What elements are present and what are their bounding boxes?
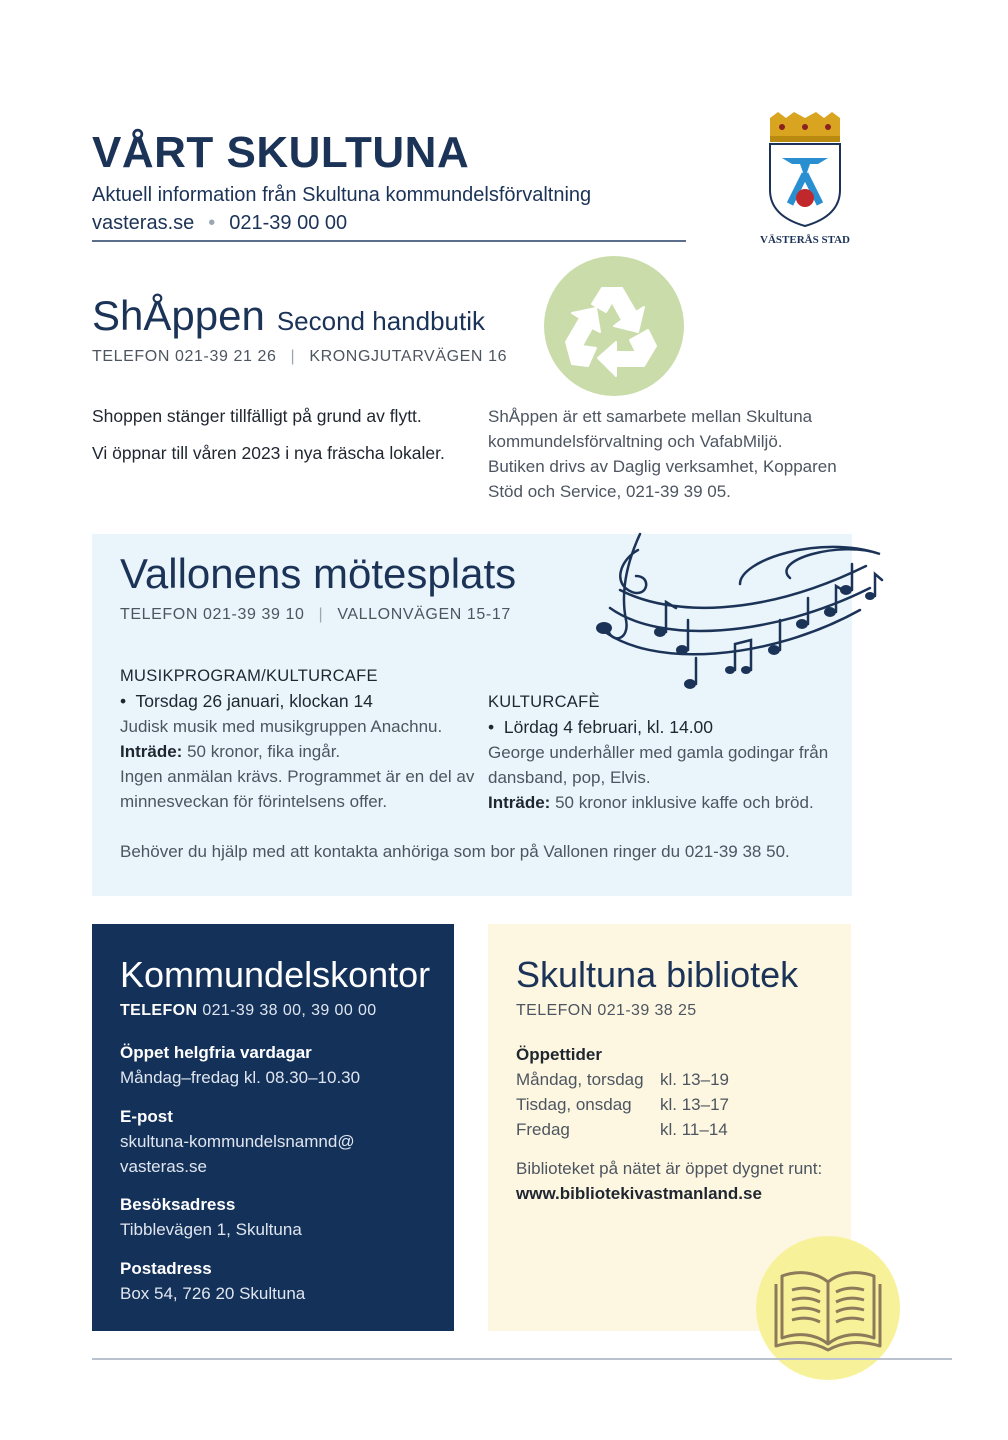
kulturcafe-desc: George underhåller med gamla godingar från dansband, pop, Elvis.: [488, 743, 829, 787]
hours-day: Fredag: [516, 1120, 570, 1139]
phone-label: TELEFON: [120, 1002, 198, 1019]
page-title: VÅRT SKULTUNA: [92, 128, 470, 177]
musikprogram-date-text: Torsdag 26 januari, klockan 14: [135, 691, 373, 711]
logo-caption: VÄSTERÅS STAD: [760, 234, 850, 246]
recycle-icon: [544, 256, 684, 396]
office-panel: [92, 924, 454, 1331]
office-phone: [120, 1002, 377, 1020]
hours-time: kl. 13–17: [660, 1095, 729, 1114]
hours-day: Tisdag, onsdag: [516, 1095, 632, 1114]
phone-number: 021-39 38 00, 39 00 00: [197, 1002, 377, 1019]
header-contact: [92, 212, 347, 235]
office-title: Kommundelskontor: [120, 954, 431, 995]
office-post-text: Box 54, 726 20 Skultuna: [120, 1284, 306, 1303]
library-hours: [516, 1042, 729, 1142]
separator-bar: |: [290, 348, 296, 365]
library-phone: TELEFON 021-39 38 25: [516, 1002, 697, 1019]
library-hours-table: [516, 1067, 729, 1142]
library-note-text: Biblioteket på nätet är öppet dygnet runt:: [516, 1159, 823, 1178]
header-divider: [92, 240, 686, 242]
musikprogram-column: [120, 664, 480, 814]
kulturcafe-heading: KULTURCAFÈ: [488, 693, 600, 711]
office-hours-text: Måndag–fredag kl. 08.30–10.30: [120, 1068, 361, 1087]
musikprogram-desc: Judisk musik med musikgruppen Anachnu.: [120, 717, 443, 736]
office-hours: [120, 1040, 440, 1090]
shoppen-title: [92, 292, 485, 340]
office-visit-label: Besöksadress: [120, 1195, 236, 1214]
office-visit-text: Tibblevägen 1, Skultuna: [120, 1220, 302, 1239]
shoppen-phone: TELEFON 021-39 21 26: [92, 348, 277, 365]
entry-text: 50 kronor inklusive kaffe och bröd.: [550, 793, 814, 812]
kulturcafe-date: • Lördag 4 februari, kl. 14.00: [488, 717, 714, 737]
vallonen-help-text: Behöver du hjälp med att kontakta anhöriga som bor på Vallonen ringer du 021-39 38 50.: [120, 842, 790, 861]
vallonen-phone: TELEFON 021-39 39 10: [120, 606, 305, 623]
kulturcafe-column: [488, 690, 848, 815]
entry-label: Inträde:: [120, 742, 183, 761]
musikprogram-note: Ingen anmälan krävs. Programmet är en del av minnesveckan för förintelsens offer.: [120, 767, 475, 811]
coat-of-arms-icon: [760, 112, 850, 252]
office-visit-address: [120, 1192, 440, 1242]
kulturcafe-date-text: Lördag 4 februari, kl. 14.00: [503, 717, 714, 737]
library-title: Skultuna bibliotek: [516, 954, 799, 995]
office-post-address: [120, 1256, 440, 1306]
kulturcafe-entry: [488, 790, 848, 815]
office-email-line1[interactable]: skultuna-kommundelsnamnd@: [120, 1132, 355, 1151]
entry-text: 50 kronor, fika ingår.: [182, 742, 341, 761]
music-notes-icon: [590, 520, 890, 700]
shoppen-info: ShÅppen är ett samarbete mellan Skultuna kommundelsförvaltning och VafabMiljö. Butiken drivs av Daglig verksamhet, Kopparen Stöd och Service, 021-39 39 05.: [488, 407, 837, 501]
office-email-line2[interactable]: vasteras.se: [120, 1157, 207, 1176]
vallonen-contact: [120, 606, 511, 624]
office-email: [120, 1104, 440, 1179]
office-post-label: Postadress: [120, 1259, 212, 1278]
shoppen-contact: [92, 348, 507, 366]
separator-bar: |: [318, 606, 324, 623]
hours-time: kl. 11–14: [660, 1120, 728, 1139]
shoppen-address: KRONGJUTARVÄGEN 16: [309, 348, 508, 365]
musikprogram-date: • Torsdag 26 januari, klockan 14: [120, 691, 373, 711]
shoppen-notice: [92, 404, 462, 478]
website-link[interactable]: vasteras.se: [92, 212, 195, 234]
shoppen-notice-line2: Vi öppnar till våren 2023 i nya fräscha lokaler.: [92, 443, 445, 463]
header-phone: 021-39 00 00: [229, 212, 348, 234]
hours-row: [516, 1092, 729, 1117]
shoppen-name: ShÅppen: [92, 292, 265, 339]
hours-row: [516, 1067, 729, 1092]
office-email-label: E-post: [120, 1107, 173, 1126]
shoppen-notice-line1: Shoppen stänger tillfälligt på grund av flytt.: [92, 406, 422, 426]
vallonen-title: Vallonens mötesplats: [120, 550, 517, 597]
hours-time: kl. 13–19: [660, 1070, 729, 1089]
hours-day: Måndag, torsdag: [516, 1070, 644, 1089]
musikprogram-heading: MUSIKPROGRAM/KULTURCAFE: [120, 667, 378, 685]
hours-row: [516, 1117, 729, 1142]
musikprogram-entry: [120, 739, 480, 764]
page-subtitle: Aktuell information från Skultuna kommundelsförvaltning: [92, 184, 592, 206]
library-link[interactable]: www.bibliotekivastmanland.se: [516, 1184, 762, 1203]
entry-label: Inträde:: [488, 793, 551, 812]
office-hours-label: Öppet helgfria vardagar: [120, 1043, 312, 1062]
shoppen-subtitle: Second handbutik: [276, 306, 485, 336]
footer-divider: [92, 1358, 952, 1360]
library-note: [516, 1156, 836, 1206]
separator-dot: •: [208, 212, 216, 234]
vallonen-address: VALLONVÄGEN 15-17: [337, 606, 511, 623]
library-hours-label: Öppettider: [516, 1045, 602, 1064]
